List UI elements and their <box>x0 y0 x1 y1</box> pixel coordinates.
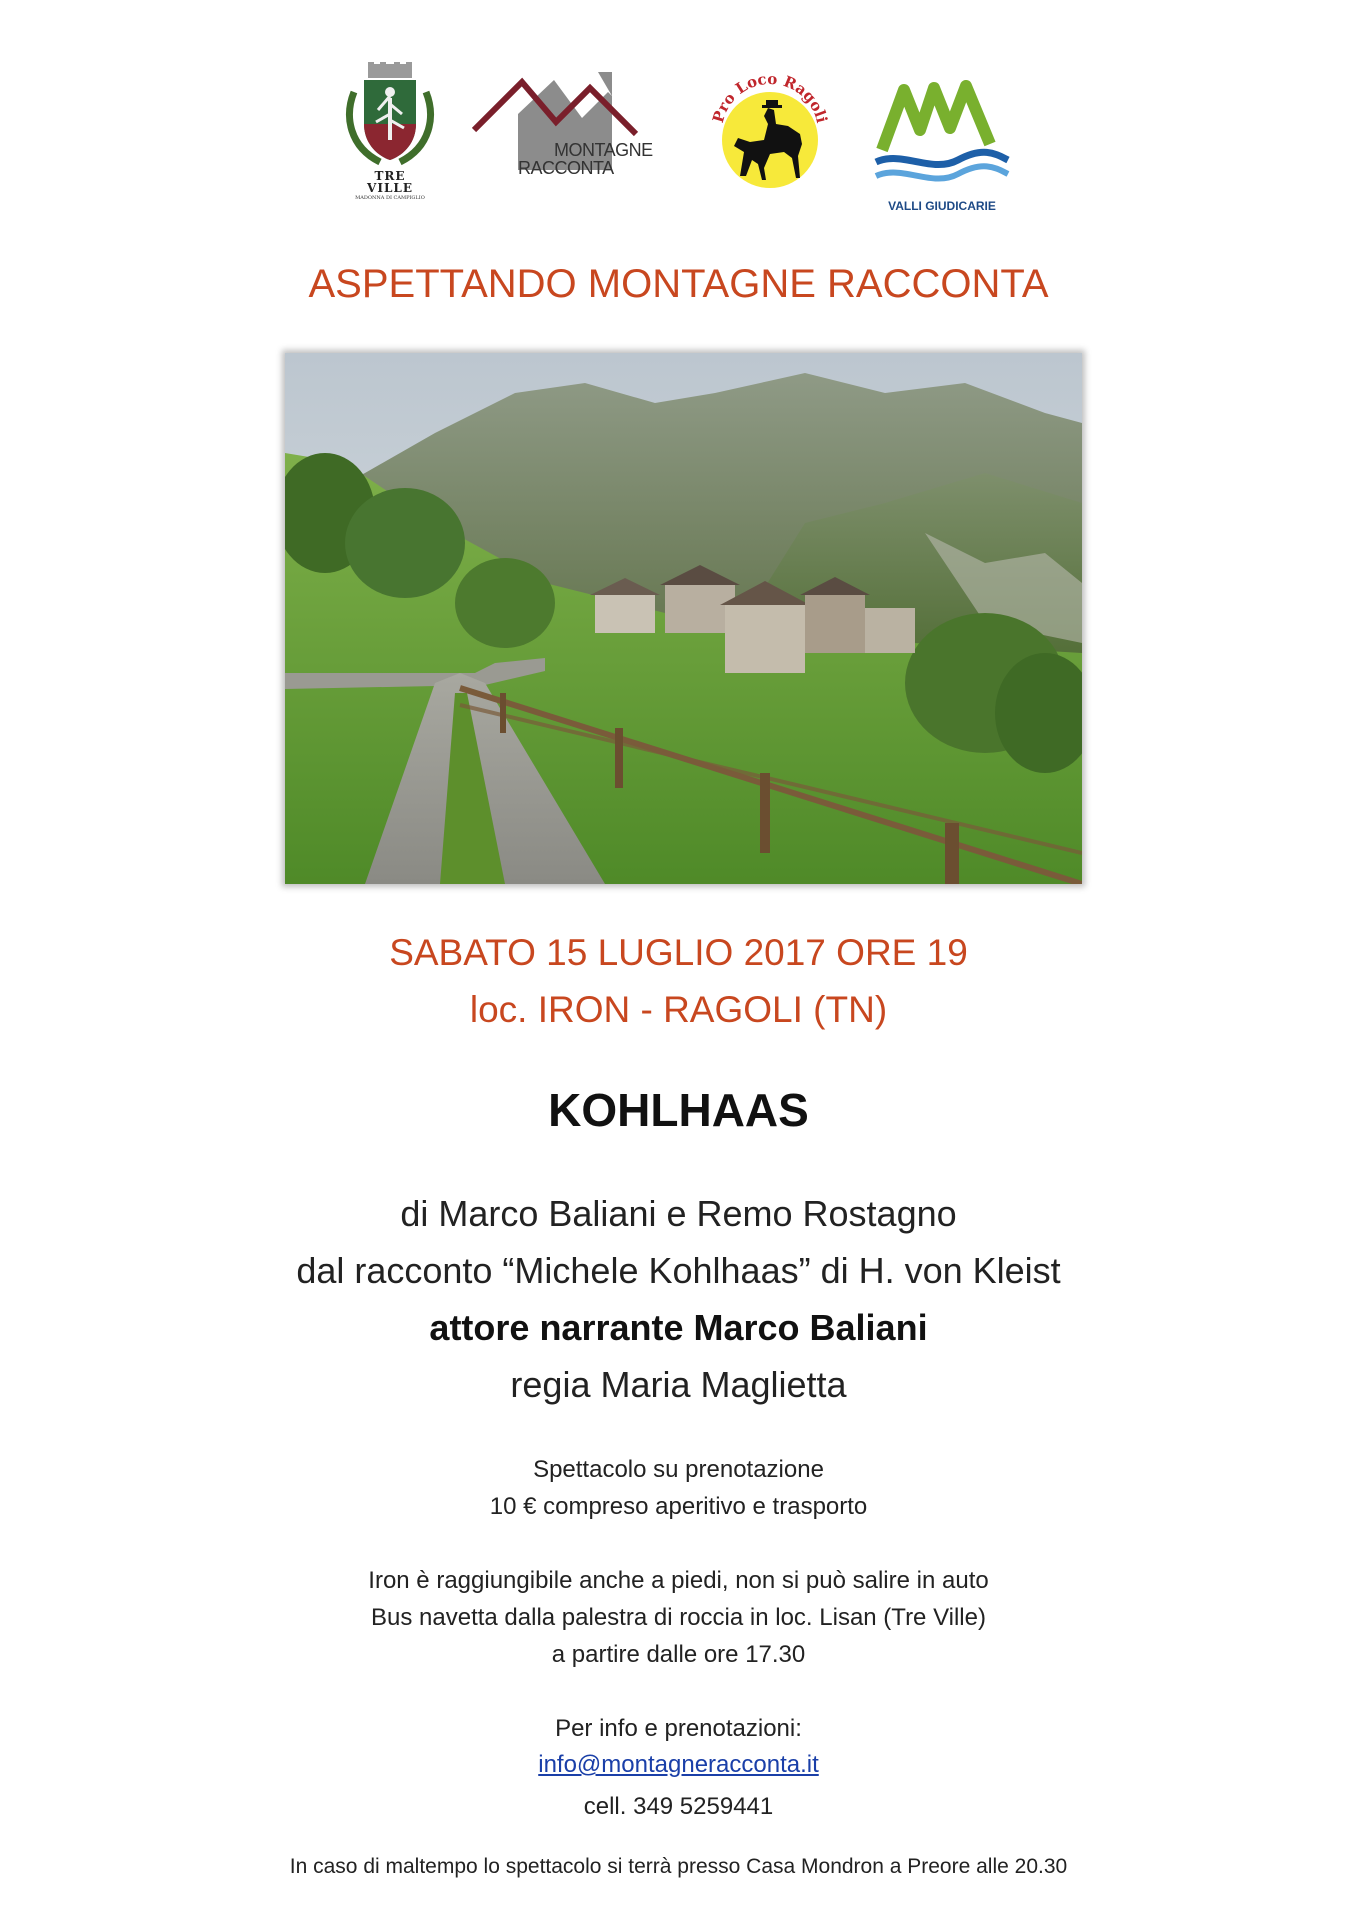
montagne-racconta-line1: MONTAGNE <box>554 140 653 160</box>
pro-loco-text: Pro Loco Ragoli <box>708 69 831 125</box>
credits-source: dal racconto “Michele Kohlhaas” di H. von Kleist <box>296 1250 1061 1291</box>
mountain-village-image <box>285 353 1082 884</box>
tre-ville-crest-icon <box>340 62 440 170</box>
valleys-waves-icon <box>872 80 1012 190</box>
access-line-3: a partire dalle ore 17.30 <box>551 1641 806 1668</box>
montagne-racconta-line2: RACCONTA <box>518 158 614 178</box>
event-location: loc. IRON - RAGOLI (TN) <box>469 989 888 1030</box>
tre-ville-name: TRE VILLE <box>367 169 413 195</box>
cowboy-horse-icon <box>704 68 834 193</box>
credits-actor: attore narrante Marco Baliani <box>429 1307 928 1348</box>
event-date: SABATO 15 LUGLIO 2017 ORE 19 <box>389 932 968 973</box>
contact-label: Per info e prenotazioni: <box>555 1715 802 1742</box>
booking-line-1: Spettacolo su prenotazione <box>533 1456 824 1483</box>
valli-giudicarie-logo <box>872 80 1012 220</box>
valli-giudicarie-text: VALLI GIUDICARIE <box>888 199 996 213</box>
show-title: KOHLHAAS <box>548 1084 809 1136</box>
booking-line-2: 10 € compreso aperitivo e trasporto <box>489 1493 868 1520</box>
village-landscape-photo <box>285 353 1082 884</box>
contact-email-link[interactable]: info@montagneracconta.it <box>538 1751 819 1778</box>
credits-authors: di Marco Baliani e Remo Rostagno <box>400 1193 957 1234</box>
tre-ville-subtitle: MADONNA DI CAMPIGLIO <box>355 195 425 201</box>
tre-ville-logo <box>340 62 440 202</box>
credits-director: regia Maria Maglietta <box>510 1364 847 1405</box>
access-line-2: Bus navetta dalla palestra di roccia in loc. Lisan (Tre Ville) <box>371 1604 986 1631</box>
access-line-1: Iron è raggiungibile anche a piedi, non si può salire in auto <box>368 1567 989 1594</box>
contact-phone: cell. 349 5259441 <box>583 1793 774 1820</box>
pro-loco-ragoli-logo <box>704 68 834 193</box>
footer-note: In caso di maltempo lo spettacolo si terrà presso Casa Mondron a Preore alle 20.30 <box>289 1855 1068 1878</box>
poster-heading: ASPETTANDO MONTAGNE RACCONTA <box>308 262 1049 306</box>
montagne-racconta-logo <box>472 70 672 185</box>
